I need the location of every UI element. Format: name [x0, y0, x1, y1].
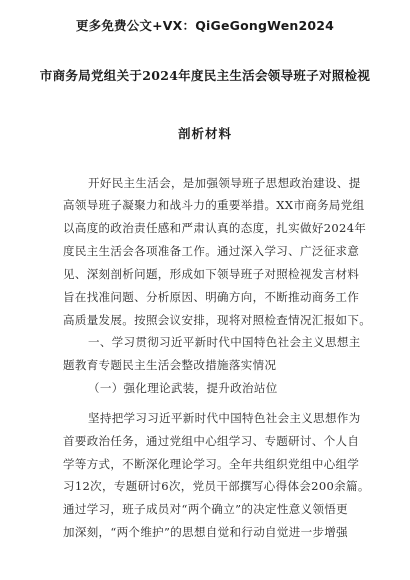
subsection-heading: （一）强化理论武装，提升政治站位 [88, 381, 278, 395]
body-line: 旨在找准问题、分析原因、明确方向，不断推动商务工作 [63, 290, 360, 304]
section-heading-continued: 题教育专题民主生活会整改措施落实情况 [63, 358, 277, 372]
body-line: 学等方式，不断深化理论学习。全年共组织党组中心组学 [63, 457, 360, 471]
body-line: 见、深刻剖析问题，形成如下领导班子对照检视发言材料 [63, 267, 360, 281]
body-line: 以高度的政治责任感和严肃认真的态度，扎实做好2024年 [63, 221, 367, 235]
body-line: 坚持把学习习近平新时代中国特色社会主义思想作为 [88, 411, 361, 425]
body-line: 开好民主生活会，是加强领导班子思想政治建设、提 [88, 176, 361, 190]
body-line: 习12次，专题研讨6次，党员干部撰写心得体会200余篇。 [63, 479, 370, 493]
watermark-text: 更多免费公文+VX：QiGeGongWen2024 [75, 18, 335, 33]
body-line: 高领导班子凝聚力和战斗力的重要举措。XX市商务局党组 [63, 198, 365, 212]
body-line: 加深刻，“两个维护”的思想自觉和行动自觉进一步增强 [63, 525, 349, 539]
body-line: 通过学习，班子成员对“两个确立”的决定性意义领悟更 [63, 502, 349, 516]
document-title: 市商务局党组关于2024年度民主生活会领导班子对照检视 [39, 68, 371, 83]
section-heading: 一、学习贯彻习近平新时代中国特色社会主义思想主 [88, 335, 361, 349]
body-line: 度民主生活会各项准备工作。通过深入学习、广泛征求意 [63, 244, 360, 258]
body-line: 首要政治任务，通过党组中心组学习、专题研讨、个人自 [63, 434, 360, 448]
body-line: 高质量发展。按照会议安排，现将对照检查情况汇报如下。 [63, 313, 372, 327]
document-title-continued: 剖析材料 [177, 126, 232, 141]
